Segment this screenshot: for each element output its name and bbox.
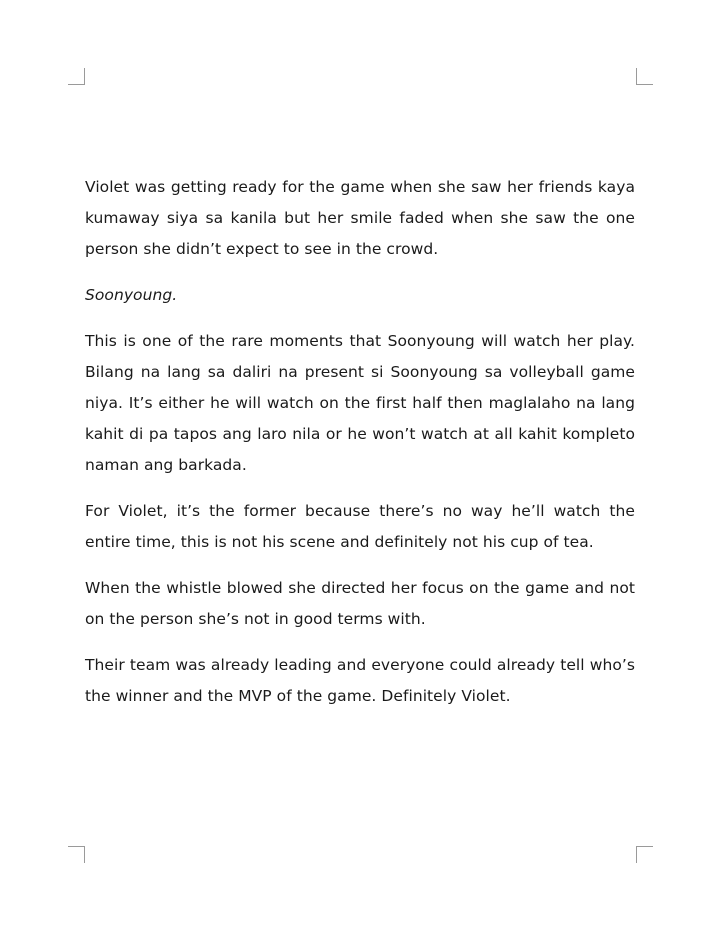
paragraph-2-soonyoung: Soonyoung. [85, 286, 178, 304]
document-body [85, 172, 635, 727]
crop-mark-bottom-left [68, 846, 85, 863]
crop-mark-bottom-right [636, 846, 653, 863]
paragraph-5: When the whistle blowed she directed her focus on the game and not on the person she’s not in good terms with. [85, 579, 635, 628]
crop-mark-top-right [636, 68, 653, 85]
crop-mark-top-left [68, 68, 85, 85]
paragraph-4: For Violet, it’s the former because there’s no way he’ll watch the entire time, this is not his scene and definitely not his cup of tea. [85, 502, 635, 551]
paragraph-3: This is one of the rare moments that Soonyoung will watch her play. Bilang na lang sa daliri na present si Soonyoung sa volleyball game niya. It’s either he will watch on the first half then maglalaho na lang kahit di pa tapos ang laro nila or he won’t watch at all kahit kompleto naman ang barkada. [85, 332, 635, 474]
paragraph-6: Their team was already leading and everyone could already tell who’s the winner and the MVP of the game. Definitely Violet. [85, 656, 635, 705]
paragraph-1: Violet was getting ready for the game when she saw her friends kaya kumaway siya sa kanila but her smile faded when she saw the one person she didn’t expect to see in the crowd. [85, 178, 635, 258]
